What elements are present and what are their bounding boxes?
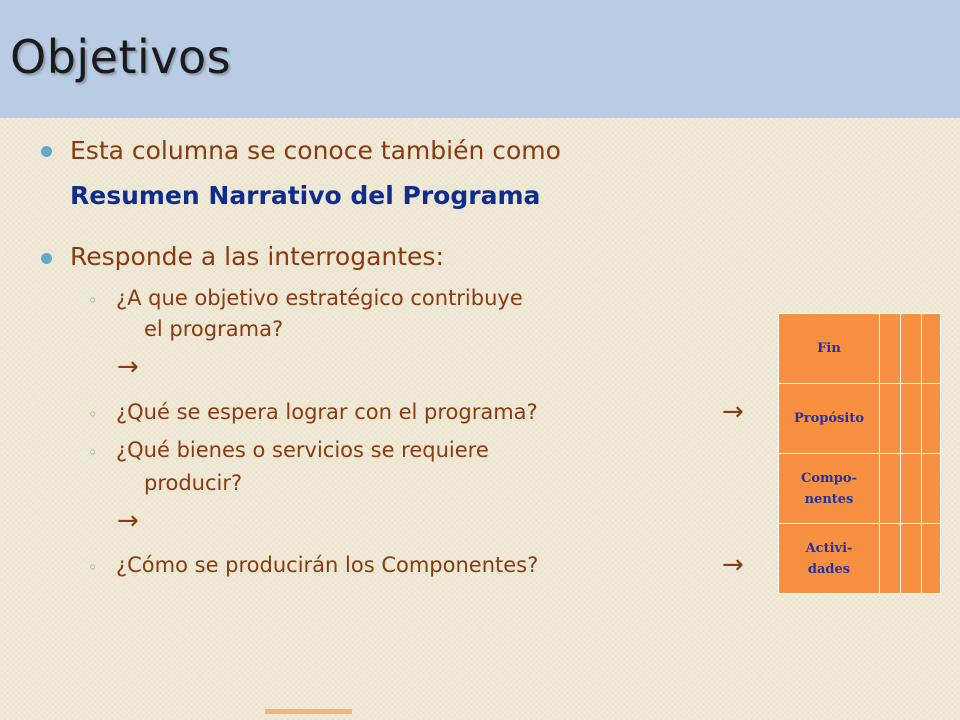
question-1-line-2: el programa?: [144, 317, 284, 341]
matrix-cell: [922, 454, 941, 524]
matrix-row-proposito: [779, 384, 941, 454]
bullet-dot: [41, 146, 52, 157]
matrix-label-line: nentes: [804, 491, 854, 507]
sub-bullet-symbol: ◦: [88, 405, 98, 424]
matrix-cell: [880, 314, 901, 384]
matrix-label-actividades: [779, 524, 880, 594]
bullet-text-highlight: Resumen Narrativo del Programa: [70, 181, 541, 210]
question-1-line-1: ¿A que objetivo estratégico contribuye: [116, 286, 523, 310]
matrix-row-componentes: [779, 454, 941, 524]
matrix-label-line: Activi-: [805, 540, 853, 556]
matrix-cell: [922, 314, 941, 384]
matrix-cell: [901, 314, 922, 384]
matrix-cell: [880, 384, 901, 454]
matrix-cell: [922, 524, 941, 594]
matrix-cell: [901, 384, 922, 454]
slide-title: Objetivos: [10, 30, 232, 84]
matrix-label-line: Compo-: [801, 470, 857, 486]
bullet-text-questions-intro: Responde a las interrogantes:: [70, 242, 444, 271]
logical-framework-matrix: [778, 313, 941, 594]
matrix-label-componentes: [779, 454, 880, 524]
matrix-cell: [922, 384, 941, 454]
decorative-bar: [265, 709, 352, 714]
matrix-label-line: dades: [807, 561, 851, 577]
arrow-icon: →: [117, 352, 139, 382]
matrix-label-line: Propósito: [794, 411, 864, 426]
bullet-text-intro: Esta columna se conoce también como: [70, 136, 561, 165]
arrow-icon: →: [722, 550, 744, 580]
question-3-line-1: ¿Qué bienes o servicios se requiere: [116, 438, 489, 462]
matrix-label-proposito: [779, 384, 880, 454]
question-4-line-1: ¿Cómo se producirán los Componentes?: [116, 553, 539, 577]
matrix-row-fin: [779, 314, 941, 384]
matrix-row-actividades: [779, 524, 941, 594]
matrix-cell: [901, 454, 922, 524]
matrix-cell: [880, 454, 901, 524]
matrix-label-fin: [779, 314, 880, 384]
bullet-dot: [41, 253, 52, 264]
question-2-line-1: ¿Qué se espera lograr con el programa?: [116, 400, 538, 424]
sub-bullet-symbol: ◦: [88, 558, 98, 577]
matrix-label-line: Fin: [817, 341, 841, 356]
question-3-line-2: producir?: [144, 471, 243, 495]
arrow-icon: →: [722, 397, 744, 427]
arrow-icon: →: [117, 506, 139, 536]
matrix-cell: [901, 524, 922, 594]
matrix-cell: [880, 524, 901, 594]
sub-bullet-symbol: ◦: [88, 443, 98, 462]
sub-bullet-symbol: ◦: [88, 291, 98, 310]
